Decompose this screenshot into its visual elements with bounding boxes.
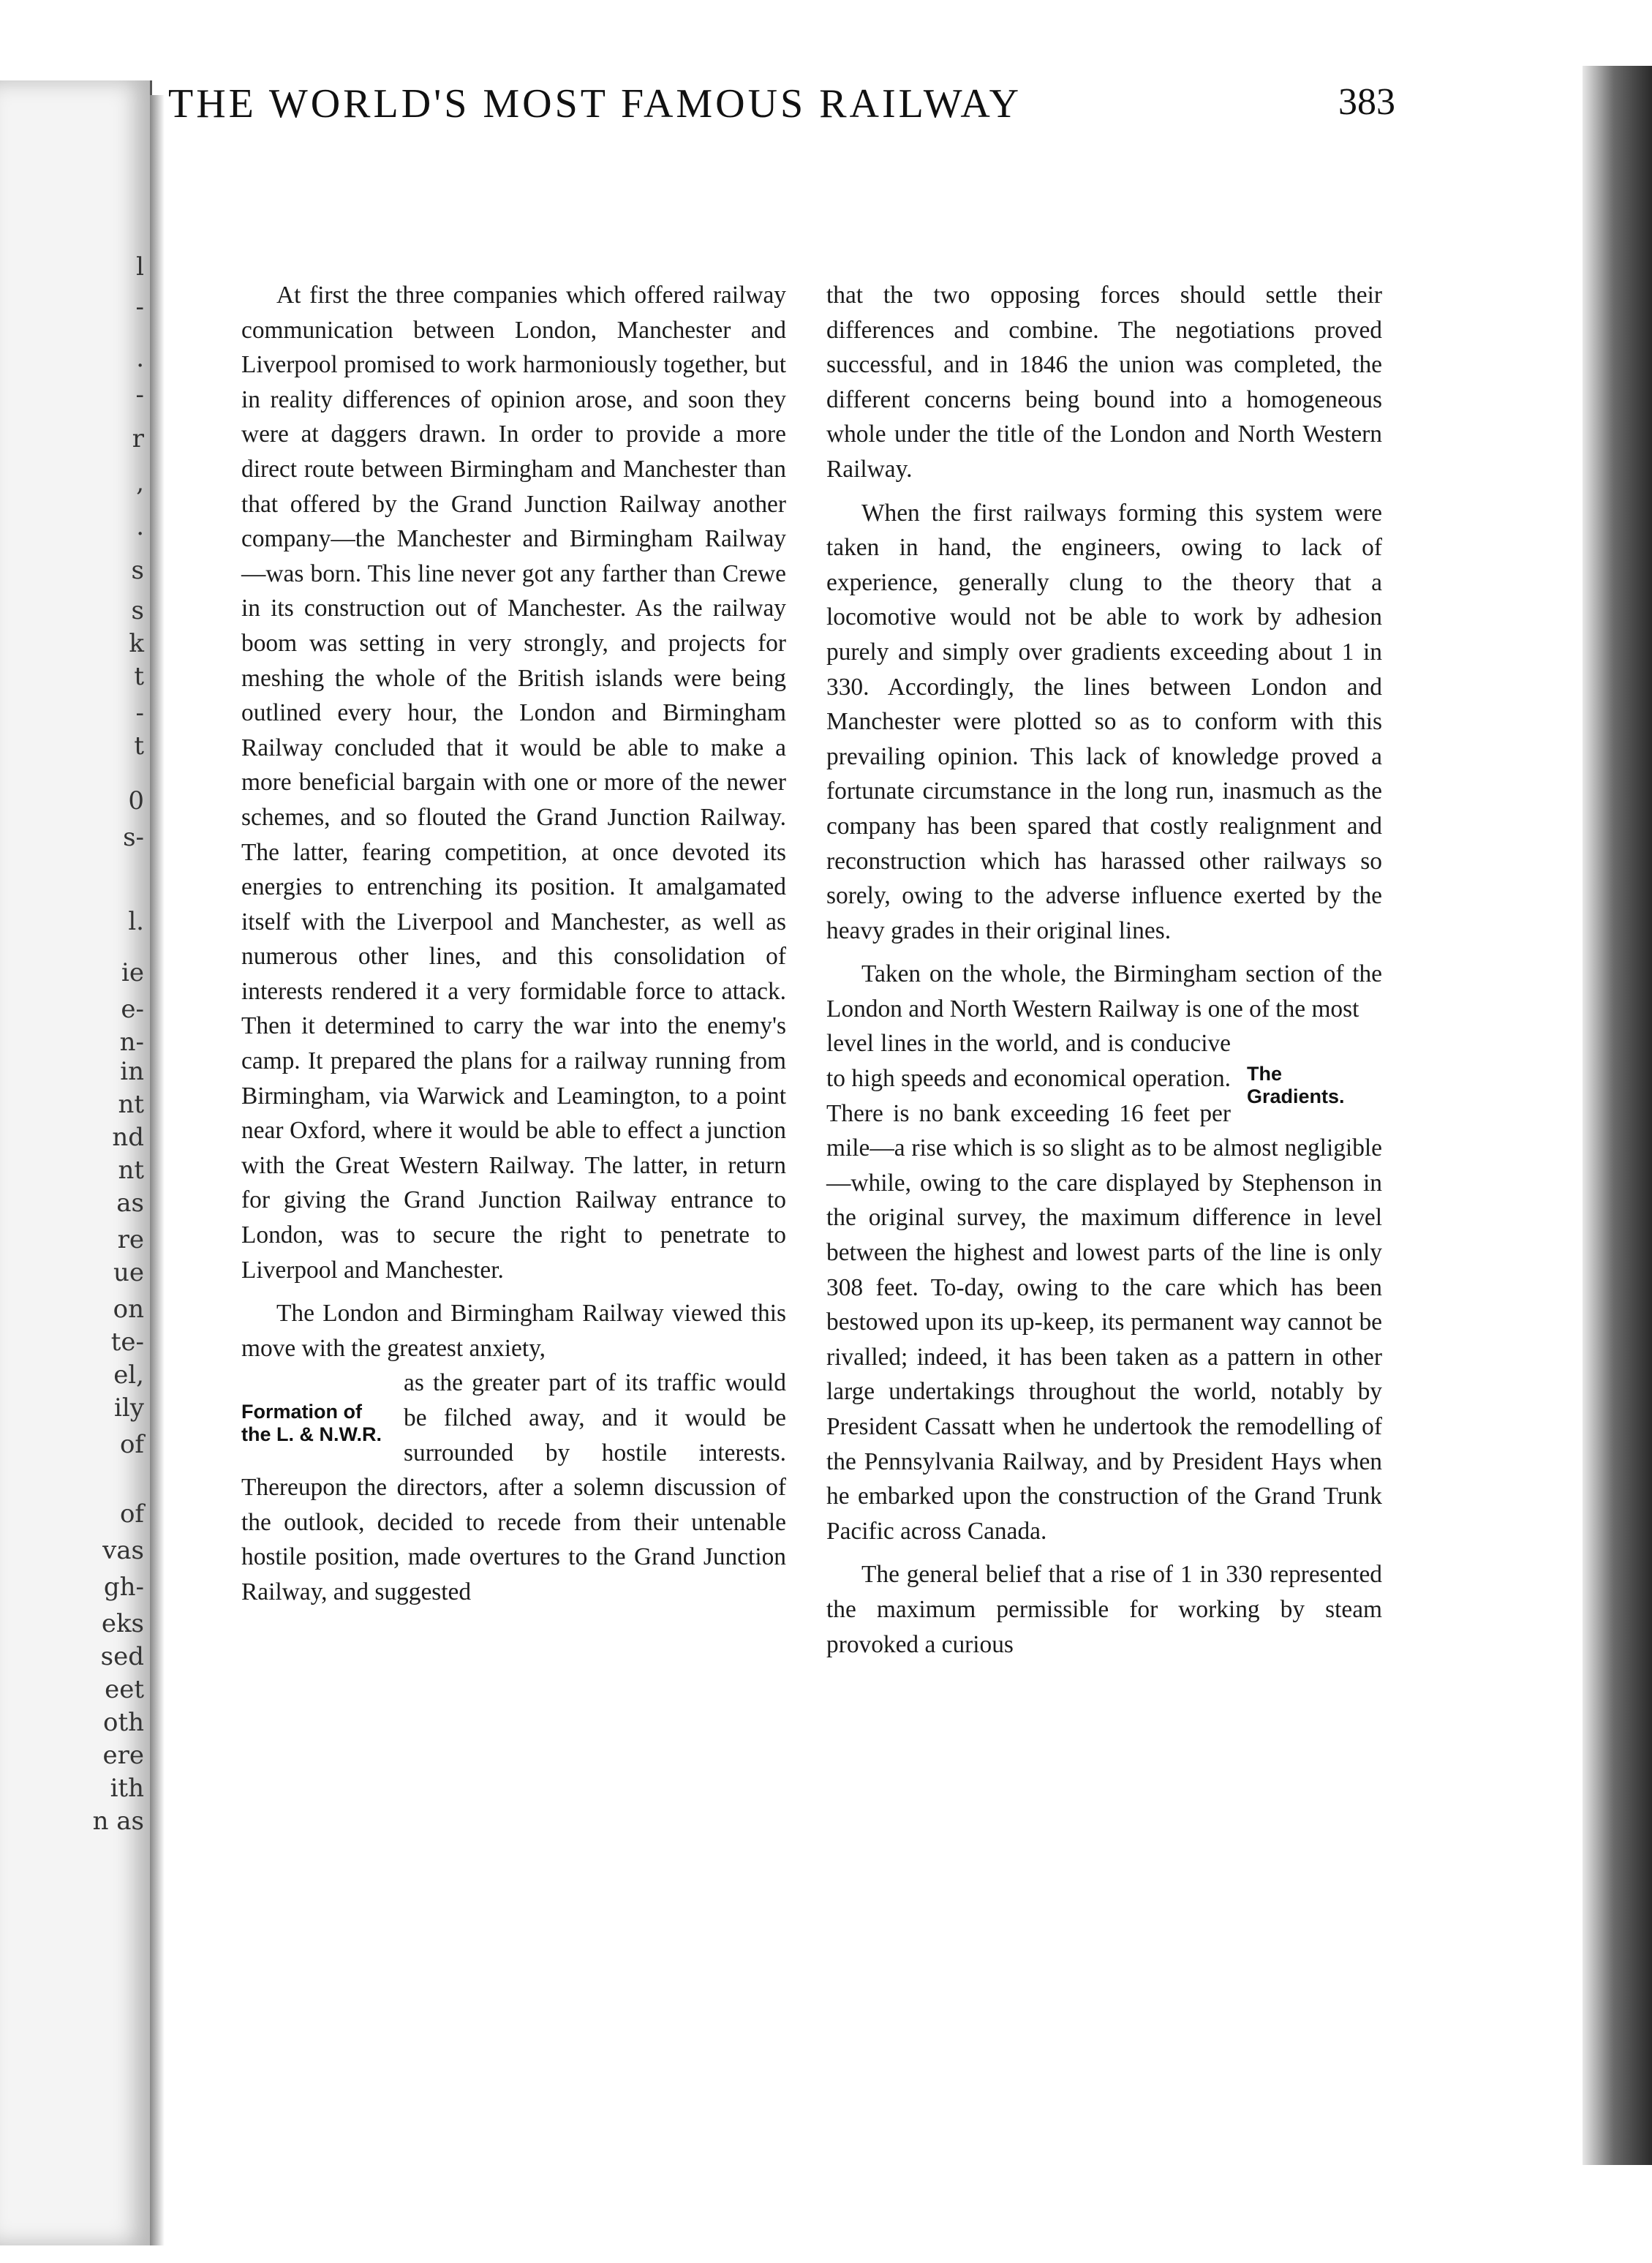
page-title: THE WORLD'S MOST FAMOUS RAILWAY: [168, 81, 1022, 127]
facing-page-fragment: re: [117, 1225, 144, 1254]
facing-page-fragment: r: [132, 424, 144, 453]
facing-page-fragment: on: [113, 1295, 144, 1324]
paragraph: The general belief that a rise of 1 in 330 represented the maximum permissible for working by steam provoked a curious: [826, 1561, 1382, 1658]
facing-page-fragment: n-: [119, 1028, 144, 1057]
facing-page-fragment: vas: [102, 1536, 144, 1565]
facing-page-text-fragments: [0, 80, 150, 2245]
paragraph-continuation: level lines in the world, and is conducive to high speeds and economical operation. There is no bank exceeding 16 feet per mile—a rise which is so slight as to be almost negligible—while, owing to the care displayed by Stephenson in the original survey, the maximum difference in level between the highest and lowest parts of the line is only 308 feet. To-day, owing to the care which has been bestowed upon its up-keep, its permanent way cannot be rivalled; indeed, it has been taken as a pattern in other large undertakings throughout the world, notably by President Cassatt when he undertook the remodelling of the Pennsylvania Railway, and by President Hays when he embarked upon the construction of the Grand Trunk Pacific across Canada.: [826, 1030, 1382, 1545]
facing-page-fragment: ,: [136, 468, 144, 497]
facing-page-fragment: s: [131, 596, 144, 625]
facing-page-fragment: l.: [128, 907, 144, 936]
facing-page-fragment: gh-: [103, 1573, 144, 1602]
facing-page-fragment: ie: [121, 958, 144, 987]
facing-page-fragment: 0: [128, 786, 144, 816]
facing-page-fragment: nt: [118, 1090, 144, 1119]
margin-note: Formation of the L. & N.W.R.: [241, 1401, 382, 1446]
page-number: 383: [1338, 81, 1395, 123]
paragraph: The London and Birmingham Railway viewed this move with the greatest anxiety,: [241, 1300, 786, 1362]
paragraph: At first the three companies which offered railway communication between London, Manchester and Liverpool promised to work harmoniously together, but in reality differences of opinion arose, and soon they were at daggers drawn. In order to provide a more direct route between Birmingham and Manchester than that offered by the Grand Junction Railway another company—the Manchester and Birmingham Railway—was born. This line never got any farther than Crewe in its construction out of Manchester. As the railway boom was setting in very strongly, and projects for meshing the whole of the British islands were being outlined every hour, the London and Birmingham Railway concluded that it would be able to make a more beneficial bargain with one or more of the newer schemes, and so flouted the Grand Junction Railway. The latter, fearing competition, at once devoted its energies to entrenching its position. It amalgamated itself with the Liverpool and Manchester, as well as numerous other lines, and this consolidation of interests rendered it a very formidable force to attack. Then it determined to carry the war into the enemy's camp. It prepared the plans for a railway running from Birmingham, via Warwick and Leamington, to a point near Oxford, where it would be able to effect a junction with the Great Western Railway. The latter, in return for giving the Grand Junction Railway entrance to London, was to secure the right to penetrate to Liverpool and Manchester.: [241, 282, 786, 1284]
paragraph: When the first railways forming this system were taken in hand, the engineers, owing to lack of experience, generally clung to the theory that a locomotive would not be able to work by adhesion purely and simply over gradients exceeding about 1 in 330. Accordingly, the lines between London and Manchester were plotted so as to conform with this prevailing opinion. This lack of knowledge proved a fortunate circumstance in the long run, inasmuch as the company has been spared that costly realignment and reconstruction which has harassed other railways so sorely, owing to the adverse influence exerted by the heavy grades in their original lines.: [826, 499, 1382, 944]
facing-page-fragment: s: [131, 556, 144, 585]
paragraph: that the two opposing forces should settle their differences and combine. The negotiations proved successful, and in 1846 the union was completed, the different concerns being bound into a homogeneous whole under the title of the London and North Western Railway.: [826, 282, 1382, 483]
facing-page-fragment: n as: [92, 1807, 144, 1836]
facing-page-fragment: of: [119, 1499, 144, 1529]
facing-page-fragment: eks: [101, 1609, 144, 1638]
margin-note: The Gradients.: [1247, 1063, 1345, 1108]
page-stack-edge: [1583, 66, 1652, 2165]
facing-page-fragment: nt: [118, 1156, 144, 1185]
facing-page-fragment: k: [129, 629, 144, 658]
facing-page-fragment: ue: [113, 1258, 144, 1287]
facing-page-fragment: .: [136, 512, 144, 541]
facing-page-fragment: oth: [102, 1708, 144, 1737]
text-column-left: [241, 278, 786, 1619]
facing-page-fragment: sed: [100, 1642, 144, 1671]
facing-page-fragment: ith: [110, 1774, 144, 1803]
facing-page-fragment: t: [134, 662, 144, 691]
facing-page-fragment: .: [136, 344, 144, 373]
facing-page-edge: [0, 80, 152, 2245]
facing-page-fragment: -: [135, 293, 144, 322]
facing-page-fragment: eet: [105, 1675, 144, 1704]
book-gutter: [150, 95, 165, 2245]
facing-page-fragment: ere: [102, 1741, 144, 1770]
paragraph: Taken on the whole, the Birmingham section of the London and North Western Railway is one of the most: [826, 960, 1382, 1023]
facing-page-fragment: e-: [121, 995, 144, 1024]
facing-page-fragment: ily: [114, 1393, 144, 1423]
facing-page-fragment: nd: [112, 1123, 144, 1152]
text-column-right: [826, 278, 1382, 1671]
facing-page-fragment: of: [119, 1430, 144, 1459]
facing-page-fragment: el,: [113, 1360, 144, 1390]
facing-page-fragment: te-: [110, 1328, 144, 1357]
facing-page-fragment: as: [116, 1189, 144, 1218]
facing-page-fragment: -: [135, 699, 144, 728]
facing-page-fragment: l: [136, 252, 144, 282]
facing-page-fragment: s-: [123, 823, 144, 852]
facing-page-fragment: -: [135, 380, 144, 410]
facing-page-fragment: t: [134, 731, 144, 761]
facing-page-fragment: in: [120, 1057, 144, 1086]
paragraph-continuation: as the greater part of its traffic would be filched away, and it would be surrounded by hostile interests. Thereupon the directors, after a solemn discussion of the outlook, decided to recede from their untenable hostile position, made overtures to the Grand Junction Railway, and suggested: [241, 1369, 786, 1605]
